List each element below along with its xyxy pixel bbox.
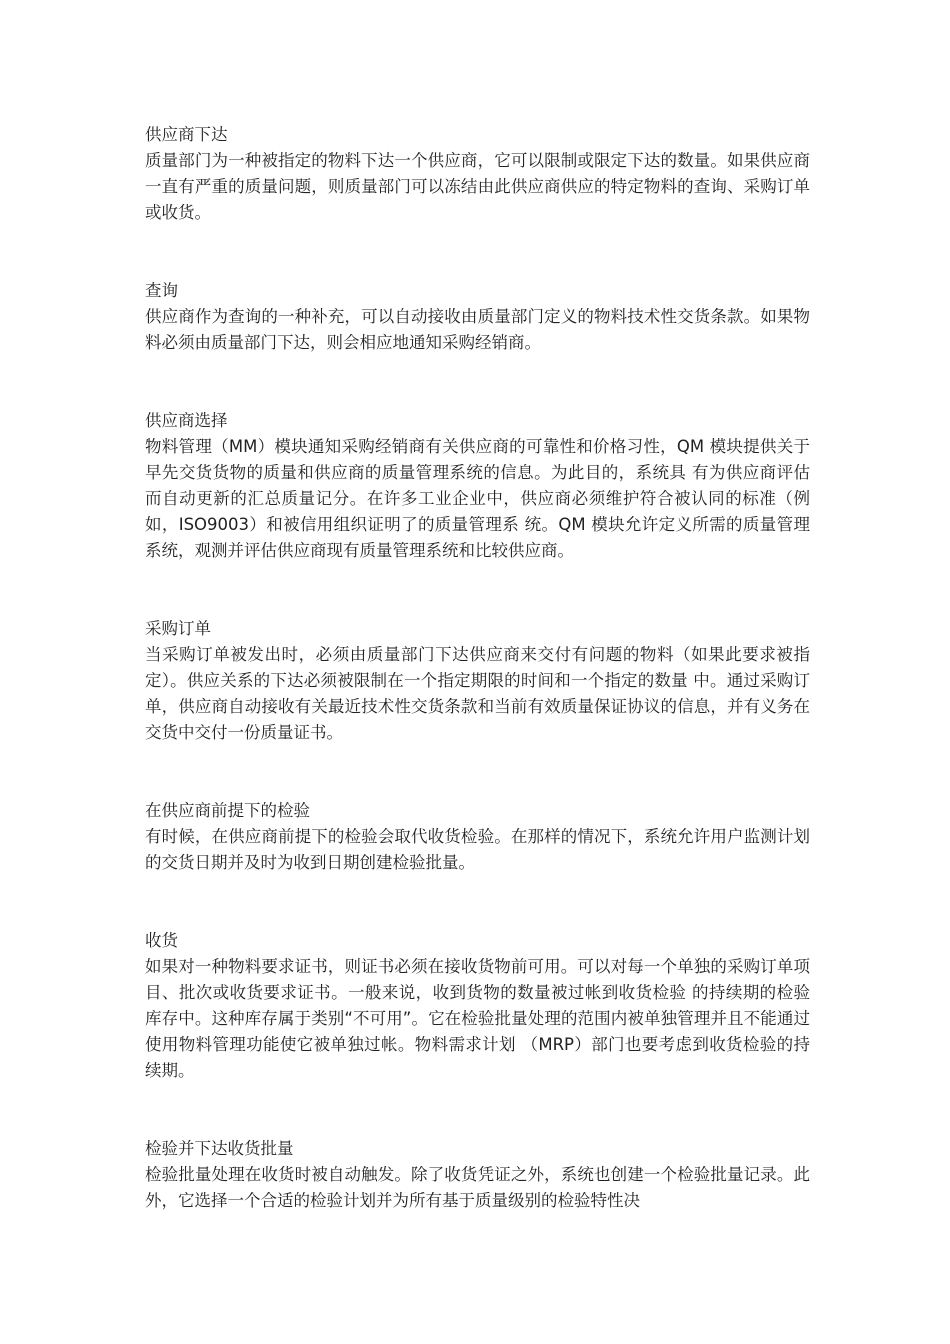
section-title: 采购订单 bbox=[145, 619, 211, 638]
section-purchase-order bbox=[145, 616, 810, 746]
section-source-inspection bbox=[145, 798, 810, 876]
section-title: 供应商选择 bbox=[145, 411, 228, 430]
section-body: 质量部门为一种被指定的物料下达一个供应商，它可以限制或限定下达的数量。如果供应商一直有严重的质量问题，则质量部门可以冻结由此供应商供应的特定物料的查询、采购订单或收货。 bbox=[145, 151, 810, 222]
section-body: 供应商作为查询的一种补充，可以自动接收由质量部门定义的物料技术性交货条款。如果物料必须由质量部门下达，则会相应地通知采购经销商。 bbox=[145, 307, 810, 352]
section-body: 检验批量处理在收货时被自动触发。除了收货凭证之外，系统也创建一个检验批量记录。此外，它选择一个合适的检验计划并为所有基于质量级别的检验特性决 bbox=[145, 1165, 810, 1210]
section-body: 如果对一种物料要求证书，则证书必须在接收货物前可用。可以对每一个单独的采购订单项目、批次或收货要求证书。一般来说，收到货物的数量被过帐到收货检验 的持续期的检验库存中。这种库存属于类别“不可用”。它在检验批量处理的范围内被单独管理并且不能通过使用物料管理功能使它被单独过帐。物料需求计划 （MRP）部门也要考虑到收货检验的持续期。 bbox=[145, 957, 810, 1080]
section-inquiry bbox=[145, 278, 810, 356]
section-inspect-release-lot bbox=[145, 1136, 810, 1214]
section-body: 物料管理（MM）模块通知采购经销商有关供应商的可靠性和价格习性，QM 模块提供关于早先交货货物的质量和供应商的质量管理系统的信息。为此目的，系统具 有为供应商评估而自动更新的汇总质量记分。在许多工业企业中，供应商必须维护符合被认同的标准（例如，ISO9003）和被信用组织证明了的质量管理系 统。QM 模块允许定义所需的质量管理系统，观测并评估供应商现有质量管理系统和比较供应商。 bbox=[145, 437, 810, 560]
section-title: 供应商下达 bbox=[145, 125, 228, 144]
section-title: 在供应商前提下的检验 bbox=[145, 801, 310, 820]
section-goods-receipt bbox=[145, 928, 810, 1084]
section-title: 查询 bbox=[145, 281, 178, 300]
section-body: 有时候，在供应商前提下的检验会取代收货检验。在那样的情况下，系统允许用户监测计划的交货日期并及时为收到日期创建检验批量。 bbox=[145, 827, 810, 872]
section-title: 检验并下达收货批量 bbox=[145, 1139, 294, 1158]
section-supplier-release bbox=[145, 122, 810, 226]
section-body: 当采购订单被发出时，必须由质量部门下达供应商来交付有问题的物料（如果此要求被指定）。供应关系的下达必须被限制在一个指定期限的时间和一个指定的数量 中。通过采购订单，供应商自动接收有关最近技术性交货条款和当前有效质量保证协议的信息，并有义务在交货中交付一份质量证书。 bbox=[145, 645, 810, 742]
document-content bbox=[145, 122, 810, 1266]
section-title: 收货 bbox=[145, 931, 178, 950]
section-supplier-selection bbox=[145, 408, 810, 564]
